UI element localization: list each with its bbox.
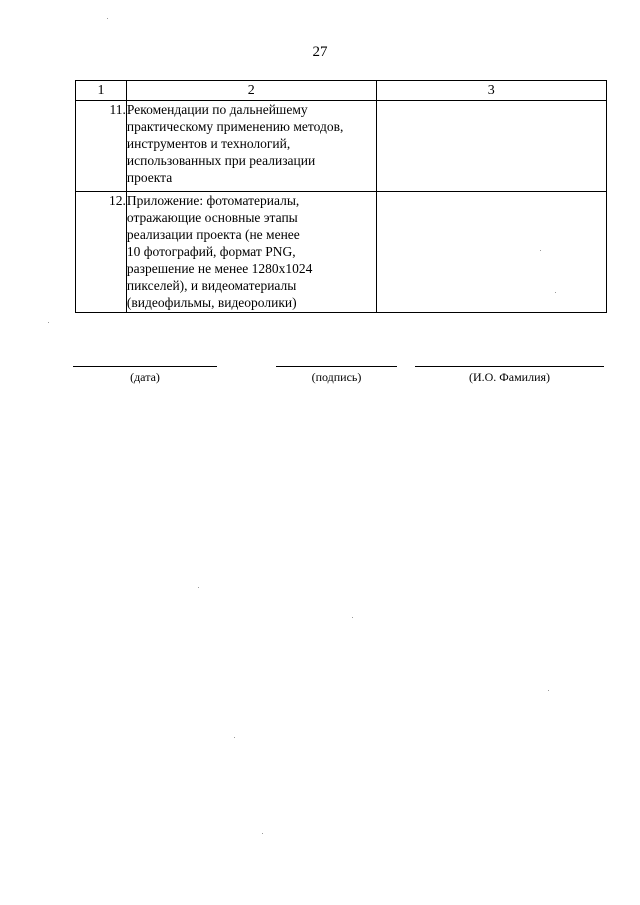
- scan-speck: [107, 18, 108, 19]
- description-line: пикселей), и видеоматериалы: [126, 278, 297, 293]
- table-row: [76, 101, 607, 192]
- scan-speck: [352, 617, 353, 618]
- name-label: (И.О. Фамилия): [468, 370, 551, 384]
- row-value-cell: [376, 192, 606, 313]
- signature-line: [276, 366, 397, 367]
- scan-speck: [262, 833, 263, 834]
- column-header-3: 3: [376, 81, 606, 101]
- date-label: (дата): [130, 370, 160, 384]
- description-line: (видеофильмы, видеоролики): [126, 295, 297, 310]
- description-line: Приложение: фотоматериалы,: [126, 193, 300, 208]
- description-line: отражающие основные этапы: [126, 210, 298, 225]
- date-line: [73, 366, 217, 367]
- row-number: 12.: [76, 192, 127, 313]
- description-line: практическому применению методов,: [126, 119, 344, 134]
- row-number: 11.: [76, 101, 127, 192]
- signature-label: (подпись): [311, 370, 362, 384]
- row-value-cell: [376, 101, 606, 192]
- description-line: реализации проекта (не менее: [126, 227, 300, 242]
- scan-speck: [555, 292, 556, 293]
- column-header-2: 2: [126, 81, 376, 101]
- description-line: 10 фотографий, формат PNG,: [126, 244, 296, 259]
- table-header-row: [76, 81, 607, 101]
- description-line: Рекомендации по дальнейшему: [126, 102, 308, 117]
- name-line: [415, 366, 604, 367]
- description-line: использованных при реализации: [126, 153, 316, 168]
- scan-speck: [548, 690, 549, 691]
- page-number: 27: [312, 44, 328, 60]
- description-line: инструментов и технологий,: [126, 136, 291, 151]
- table-row: [76, 192, 607, 313]
- scan-speck: [198, 587, 199, 588]
- row-description: [126, 101, 376, 192]
- row-description: [126, 192, 376, 313]
- description-line: разрешение не менее 1280x1024: [126, 261, 313, 276]
- column-header-1: 1: [76, 81, 127, 101]
- description-line: проекта: [126, 170, 173, 185]
- scan-speck: [48, 322, 49, 323]
- scan-speck: [234, 737, 235, 738]
- report-table: [75, 80, 607, 313]
- scan-speck: [540, 250, 541, 251]
